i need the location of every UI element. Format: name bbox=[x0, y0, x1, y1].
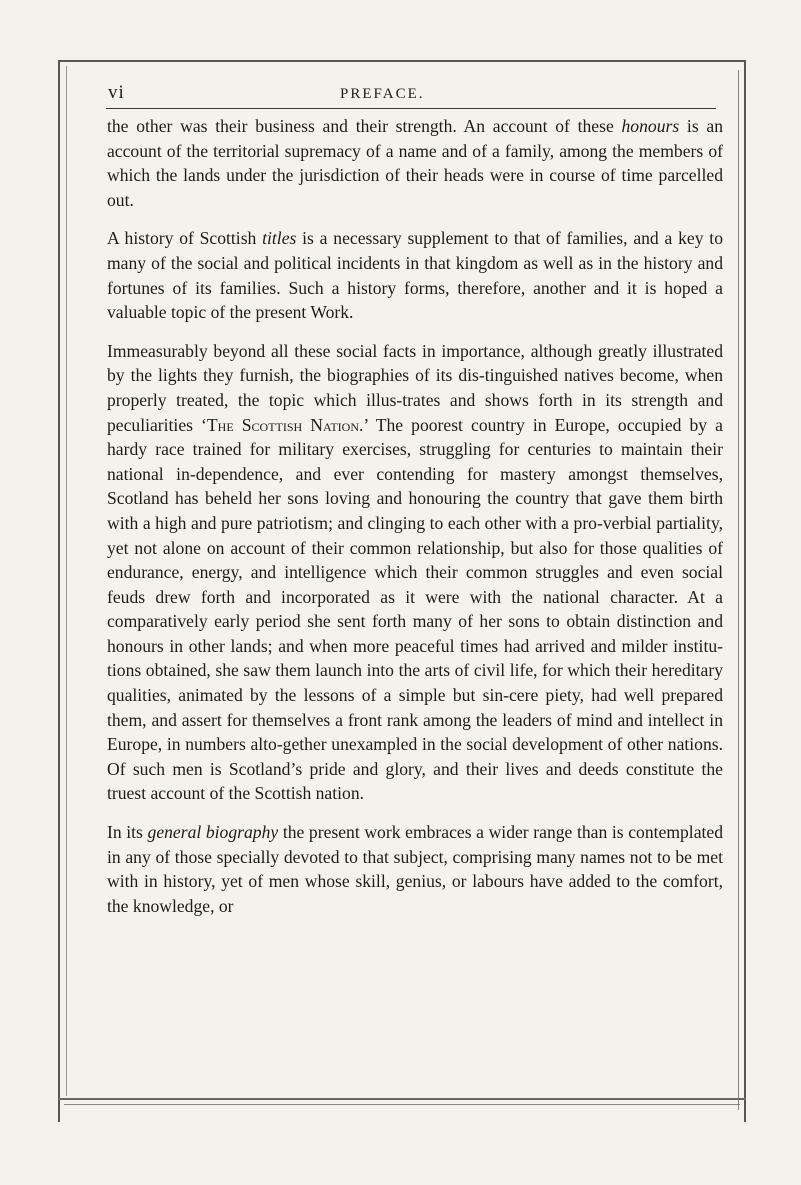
running-head: PREFACE. bbox=[340, 86, 425, 102]
paragraph-3 bbox=[107, 339, 723, 806]
paragraph-4 bbox=[107, 820, 723, 918]
page-edge-bottom-inner-line bbox=[64, 1104, 740, 1105]
page-edge-right bbox=[744, 60, 746, 1122]
paragraph-2-text-c: is a necessary supplement to that of families, and a key to many of the social and political incidents in that kingdom as well as in the history and fortunes of its families. Such a history forms, therefore, another and it is hoped a valuable topic of the present Work. bbox=[107, 228, 723, 323]
paragraph-3-text-a: Immeasurably beyond all these social facts in importance, although greatly illustrated by the lights they furnish, the biographies of its dis-tinguished natives become, when properly treated, the topic which illus-trates and shows forth in its strength and peculiarities ‘ bbox=[107, 340, 723, 435]
body-text bbox=[107, 114, 723, 932]
paragraph-1-text-a: the other was their business and their strength. An account of these bbox=[107, 116, 622, 136]
paragraph-1-text-c: is an account of the territorial supremacy of a name and of a family, among the members of which the lands under the jurisdiction of their heads were in course of time parcelled out. bbox=[107, 116, 724, 210]
page-edge-left bbox=[58, 62, 60, 1122]
paragraph-3-small-caps: The Scottish Nation. bbox=[206, 414, 364, 435]
page-inner-left-line bbox=[66, 66, 67, 1096]
page-edge-top bbox=[58, 60, 746, 62]
page-edge-bottom bbox=[58, 1098, 746, 1100]
page-edge-right-inner-line bbox=[738, 70, 739, 1110]
header-rule bbox=[106, 108, 716, 109]
paragraph-4-italic: general biography bbox=[147, 822, 279, 843]
paragraph-1-italic: honours bbox=[621, 116, 680, 136]
paragraph-3-text-c: ’ The poorest country in Europe, occupied by a hardy race trained for military exercises, struggling for centuries to maintain their national in-dependence, and ever contending for mastery amongst themselves, Scotland has beheld her sons loving and honouring the country that gave them birth with a high and pure patriotism; and clinging to each other with a pro-verbial partiality, yet not alone on account of their common relationship, but also for those qualities of endurance, energy, and intelligence which their common struggles and even social feuds drew forth and incorporated as it were with the national character. At a comparatively early period she sent forth many of her sons to obtain distinction and honours in other lands; and when more peaceful times had arrived and milder institu-tions obtained, she saw them launch into the arts of civil life, for which their hereditary qualities, animated by the lessons of a simple but sin-cere piety, had well prepared them, and assert for themselves a front rank among the leaders of mind and intellect in Europe, in numbers alto-gether unexampled in the social development of other nations. Of such men is Scotland’s pride and glory, and their lives and deeds constitute the truest account of the Scottish nation. bbox=[107, 414, 723, 804]
page-number: vi bbox=[108, 82, 125, 103]
paragraph-4-text-a: In its bbox=[107, 822, 148, 843]
paragraph-1 bbox=[107, 114, 723, 212]
paragraph-2 bbox=[107, 226, 723, 324]
paragraph-2-text-a: A history of Scottish bbox=[107, 228, 263, 249]
paragraph-4-text-c: the present work embraces a wider range than is contemplated in any of those specially devoted to that subject, comprising many names not to be met with in history, yet of men whose skill, genius, or labours have added to the comfort, the knowledge, or bbox=[107, 822, 723, 916]
paragraph-2-italic: titles bbox=[262, 228, 297, 249]
